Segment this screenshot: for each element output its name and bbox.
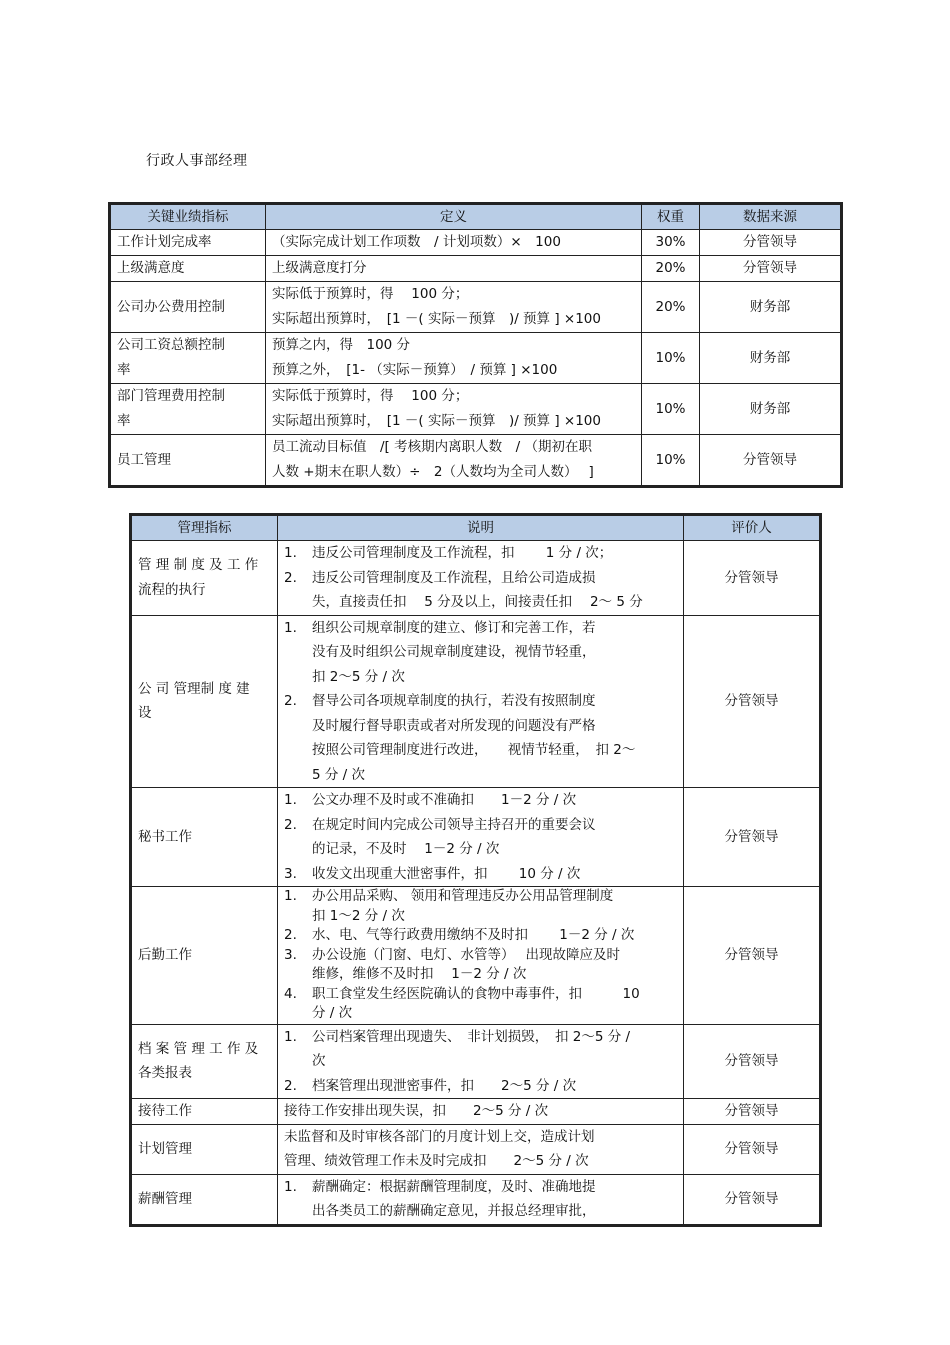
item-text: 5 分 / 次 — [312, 766, 366, 783]
item-text: 在规定时间内完成公司领导主持召开的重要会议 — [312, 816, 596, 833]
mgmt-description-line — [284, 1125, 677, 1150]
item-text: 失，直接责任扣 5 分及以上，间接责任扣 2～ 5 分 — [312, 594, 643, 610]
kpi-definition-line: 员工流动目标值 /[ 考核期内离职人数 / （期初在职 — [272, 439, 592, 455]
kpi-weight-cell: 20% — [642, 256, 700, 282]
kpi-source-cell: 财务部 — [700, 384, 841, 435]
kpi-definition-cell — [266, 282, 642, 333]
mgmt-evaluator-cell: 分管领导 — [684, 1024, 820, 1099]
mgmt-description-cell — [278, 541, 684, 616]
kpi-indicator-line: 上级满意度 — [117, 260, 185, 276]
kpi-indicator-cell — [111, 384, 266, 435]
item-text: 督导公司各项规章制度的执行，若没有按照制度 — [312, 693, 596, 709]
mgmt-description-line — [284, 837, 677, 862]
kpi-header-row — [111, 205, 841, 230]
item-text: 薪酬确定：根据薪酬管理制度，及时、准确地提 — [312, 1178, 596, 1195]
mgmt-description-cell — [278, 1099, 684, 1125]
mgmt-description-line — [284, 1149, 677, 1174]
mgmt-description-line — [284, 862, 677, 887]
mgmt-indicator-cell — [132, 615, 278, 788]
mgmt-description-line — [284, 616, 677, 641]
mgmt-evaluator-cell: 分管领导 — [684, 887, 820, 1025]
mgmt-description-line — [284, 665, 677, 690]
kpi-indicator-line: 公司办公费用控制 — [117, 298, 225, 315]
kpi-definition-line: 预算之内，得 100 分 — [272, 337, 411, 353]
item-text: 水、电、气等行政费用缴纳不及时扣 1－2 分 / 次 — [312, 927, 635, 943]
kpi-indicator-cell — [111, 282, 266, 333]
item-text: 违反公司管理制度及工作流程，扣 1 分 / 次； — [312, 545, 613, 561]
kpi-source-cell: 分管领导 — [700, 435, 841, 486]
mgmt-description-line — [284, 1175, 677, 1200]
item-number: 2. — [284, 1077, 297, 1094]
item-number: 4. — [284, 985, 297, 1002]
kpi-definition-line: 实际超出预算时， [1 －( 实际－预算 )/ 预算 ] ×100 — [272, 413, 601, 429]
item-text: 出各类员工的薪酬确定意见，并报总经理审批， — [312, 1203, 596, 1219]
mgmt-description-line — [284, 926, 677, 946]
mgmt-indicator-line: 设 — [138, 705, 152, 722]
item-text: 分 / 次 — [312, 1005, 353, 1021]
kpi-definition-line: 预算之外， [1- （实际－预算） / 预算 ] ×100 — [272, 362, 558, 378]
kpi-header-definition: 定义 — [266, 205, 642, 230]
mgmt-header-indicator: 管理指标 — [132, 516, 278, 541]
mgmt-description-line — [284, 689, 677, 714]
kpi-definition-line: 上级满意度打分 — [272, 260, 367, 276]
kpi-definition-line: （实际完成计划工作项数 / 计划项数）× 100 — [272, 234, 561, 250]
mgmt-description-line — [284, 714, 677, 739]
kpi-definition-line: 实际低于预算时，得 100 分； — [272, 388, 469, 404]
item-number: 2. — [284, 927, 297, 943]
kpi-table — [110, 204, 841, 486]
kpi-row — [111, 384, 841, 435]
kpi-weight-cell: 10% — [642, 435, 700, 486]
mgmt-indicator-cell — [132, 1174, 278, 1224]
mgmt-indicator-cell — [132, 1124, 278, 1174]
mgmt-description-line — [284, 1199, 677, 1224]
mgmt-indicator-line: 计划管理 — [138, 1140, 192, 1157]
mgmt-indicator-line: 管 理 制 度 及 工 作 — [138, 557, 259, 574]
kpi-indicator-line: 公司工资总额控制 — [117, 337, 225, 353]
kpi-definition-cell — [266, 384, 642, 435]
kpi-weight-cell: 30% — [642, 230, 700, 256]
mgmt-description-line — [284, 763, 677, 788]
kpi-source-cell: 财务部 — [700, 282, 841, 333]
mgmt-row — [132, 541, 820, 616]
kpi-source-cell: 财务部 — [700, 333, 841, 384]
item-text: 违反公司管理制度及工作流程，且给公司造成损 — [312, 569, 596, 586]
item-number: 1. — [284, 1178, 297, 1195]
mgmt-description-line — [284, 887, 677, 907]
item-text: 次 — [312, 1053, 326, 1069]
mgmt-evaluator-cell: 分管领导 — [684, 1099, 820, 1125]
mgmt-row — [132, 788, 820, 887]
mgmt-indicator-line: 接待工作 — [138, 1103, 192, 1119]
mgmt-description-cell — [278, 1024, 684, 1099]
kpi-header-indicator: 关键业绩指标 — [111, 205, 266, 230]
mgmt-description-line — [284, 813, 677, 838]
mgmt-row — [132, 1024, 820, 1099]
kpi-header-weight: 权重 — [642, 205, 700, 230]
item-text: 扣 1～2 分 / 次 — [312, 907, 405, 924]
mgmt-description-line — [284, 640, 677, 665]
kpi-indicator-line: 率 — [117, 362, 131, 378]
mgmt-description-line — [284, 946, 677, 966]
mgmt-evaluator-cell: 分管领导 — [684, 788, 820, 887]
kpi-weight-cell: 10% — [642, 384, 700, 435]
mgmt-description-line — [284, 590, 677, 615]
item-text: 公司档案管理出现遗失、 非计划损毁， 扣 2～5 分 / — [312, 1028, 631, 1045]
item-text: 办公设施（门窗、电灯、水管等） 出现故障应及时 — [312, 946, 621, 963]
kpi-indicator-cell — [111, 256, 266, 282]
mgmt-indicator-line: 流程的执行 — [138, 581, 206, 598]
mgmt-evaluator-cell: 分管领导 — [684, 1174, 820, 1224]
mgmt-description-line — [284, 738, 677, 763]
item-text: 组织公司规章制度的建立、修订和完善工作，若 — [312, 619, 596, 636]
kpi-row — [111, 256, 841, 282]
item-text: 办公用品采购、 领用和管理违反办公用品管理制度 — [312, 888, 614, 904]
item-number: 2. — [284, 816, 297, 833]
mgmt-description-line — [284, 985, 677, 1005]
item-number: 1. — [284, 1028, 297, 1045]
item-number: 1. — [284, 619, 297, 636]
mgmt-indicator-line: 秘书工作 — [138, 828, 192, 845]
item-number: 1. — [284, 545, 297, 561]
mgmt-description-line — [284, 788, 677, 813]
mgmt-description-cell — [278, 788, 684, 887]
mgmt-indicator-cell — [132, 887, 278, 1025]
item-text: 维修，维修不及时扣 1－2 分 / 次 — [312, 966, 527, 982]
kpi-header-source: 数据来源 — [700, 205, 841, 230]
kpi-indicator-line: 部门管理费用控制 — [117, 388, 225, 404]
mgmt-description-cell — [278, 1124, 684, 1174]
mgmt-row — [132, 887, 820, 1025]
mgmt-description-line — [284, 1004, 677, 1024]
item-number: 2. — [284, 693, 297, 709]
mgmt-header-evaluator: 评价人 — [684, 516, 820, 541]
mgmt-evaluator-cell: 分管领导 — [684, 541, 820, 616]
item-text: 及时履行督导职责或者对所发现的问题没有严格 — [312, 717, 596, 734]
mgmt-row — [132, 1174, 820, 1224]
mgmt-indicator-cell — [132, 788, 278, 887]
item-text: 扣 2～5 分 / 次 — [312, 668, 405, 685]
kpi-weight-cell: 20% — [642, 282, 700, 333]
kpi-row — [111, 435, 841, 486]
mgmt-header-description: 说明 — [278, 516, 684, 541]
mgmt-description-cell — [278, 887, 684, 1025]
mgmt-description-line — [284, 965, 677, 985]
mgmt-indicator-line: 各类报表 — [138, 1065, 192, 1082]
kpi-indicator-line: 工作计划完成率 — [117, 234, 212, 250]
mgmt-indicator-cell — [132, 1099, 278, 1125]
mgmt-row — [132, 1099, 820, 1125]
page-title: 行政人事部经理 — [146, 153, 248, 169]
mgmt-row — [132, 615, 820, 788]
kpi-source-cell: 分管领导 — [700, 230, 841, 256]
item-number: 1. — [284, 792, 297, 808]
kpi-definition-line: 实际低于预算时，得 100 分； — [272, 286, 469, 302]
mgmt-indicator-cell — [132, 1024, 278, 1099]
kpi-indicator-cell — [111, 333, 266, 384]
mgmt-description-cell — [278, 1174, 684, 1224]
mgmt-description-line — [284, 1074, 677, 1099]
mgmt-indicator-line: 档 案 管 理 工 作 及 — [138, 1040, 259, 1057]
kpi-row — [111, 230, 841, 256]
item-number: 3. — [284, 946, 297, 963]
kpi-indicator-cell — [111, 230, 266, 256]
item-text: 接待工作安排出现失误，扣 2～5 分 / 次 — [284, 1103, 549, 1119]
item-text: 按照公司管理制度进行改进， 视情节轻重， 扣 2～ — [312, 742, 636, 758]
kpi-indicator-line: 员工管理 — [117, 451, 171, 468]
kpi-source-cell: 分管领导 — [700, 256, 841, 282]
item-text: 收发文出现重大泄密事件，扣 10 分 / 次 — [312, 865, 581, 882]
item-text: 职工食堂发生经医院确认的食物中毒事件，扣 10 — [312, 985, 640, 1002]
mgmt-indicator-line: 后勤工作 — [138, 947, 192, 963]
mgmt-description-line — [284, 1025, 677, 1050]
item-text: 公文办理不及时或不准确扣 1－2 分 / 次 — [312, 792, 577, 808]
mgmt-evaluator-cell: 分管领导 — [684, 615, 820, 788]
item-text: 未监督和及时审核各部门的月度计划上交，造成计划 — [284, 1128, 595, 1145]
item-text: 没有及时组织公司规章制度建设，视情节轻重， — [312, 644, 596, 660]
kpi-weight-cell: 10% — [642, 333, 700, 384]
mgmt-row — [132, 1124, 820, 1174]
item-text: 管理、绩效管理工作未及时完成扣 2～5 分 / 次 — [284, 1153, 589, 1169]
kpi-indicator-cell — [111, 435, 266, 486]
kpi-definition-cell — [266, 230, 642, 256]
kpi-definition-cell — [266, 256, 642, 282]
kpi-row — [111, 282, 841, 333]
mgmt-evaluator-cell: 分管领导 — [684, 1124, 820, 1174]
kpi-row — [111, 333, 841, 384]
management-table — [131, 515, 820, 1225]
mgmt-description-line — [284, 566, 677, 591]
mgmt-header-row — [132, 516, 820, 541]
mgmt-indicator-cell — [132, 541, 278, 616]
mgmt-description-cell — [278, 615, 684, 788]
kpi-definition-line: 实际超出预算时， [1 －( 实际－预算 )/ 预算 ] ×100 — [272, 311, 601, 327]
mgmt-description-line — [284, 541, 677, 566]
kpi-definition-cell — [266, 435, 642, 486]
item-text: 的记录，不及时 1－2 分 / 次 — [312, 841, 500, 857]
mgmt-indicator-line: 薪酬管理 — [138, 1190, 192, 1207]
kpi-indicator-line: 率 — [117, 413, 131, 429]
kpi-definition-line: 人数 +期末在职人数）÷ 2（人数均为全司人数） ] — [272, 464, 594, 480]
mgmt-description-line — [284, 907, 677, 927]
kpi-definition-cell — [266, 333, 642, 384]
item-text: 档案管理出现泄密事件，扣 2～5 分 / 次 — [312, 1077, 577, 1094]
item-number: 2. — [284, 569, 297, 586]
item-number: 1. — [284, 888, 297, 904]
mgmt-description-line — [284, 1049, 677, 1074]
mgmt-description-line — [284, 1099, 677, 1124]
item-number: 3. — [284, 865, 297, 882]
mgmt-indicator-line: 公 司 管理制 度 建 — [138, 680, 250, 697]
